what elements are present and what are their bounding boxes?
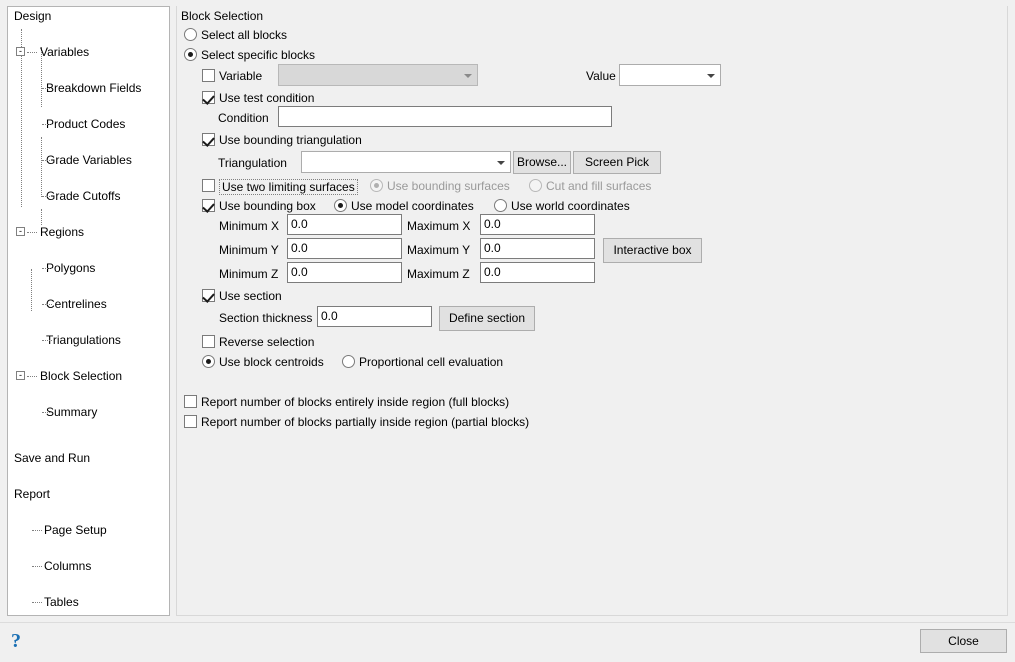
tree-connector [42,268,52,269]
tree-item-label: Triangulations [46,333,121,347]
tree-item-design[interactable] [8,7,169,25]
tree-item-label: Regions [40,225,85,239]
label-condition: Condition [218,111,269,125]
tree-expander-icon[interactable]: - [16,371,25,380]
tree-item-label: Save and Run [14,451,91,465]
tree-item-label: Columns [44,559,92,573]
input-maximum-y[interactable]: 0.0 [480,238,595,259]
checkbox-variable[interactable] [202,69,215,82]
combo-value[interactable] [619,64,721,86]
tree-item-label: Tables [44,595,79,609]
checkbox-reverse-selection[interactable] [202,335,215,348]
tree-item-breakdown-fields[interactable] [8,79,169,97]
tree-item-label: Variables [40,45,90,59]
radio-cut-and-fill-surfaces[interactable] [529,179,542,192]
tree-item-page-setup[interactable] [8,521,169,539]
tree-item-report[interactable] [8,485,169,503]
label-minimum-y: Minimum Y [219,243,279,257]
tree-item-label: Product Codes [46,117,126,131]
tree-connector [42,304,52,305]
tree-connector [32,602,42,603]
label-select-specific-blocks: Select specific blocks [201,48,316,62]
tree-item-label: Grade Variables [46,153,132,167]
tree-item-label: Design [14,9,52,23]
checkbox-report-full-blocks[interactable] [184,395,197,408]
label-use-block-centroids: Use block centroids [219,355,324,369]
tree-item-triangulations[interactable] [8,331,169,349]
tree-item-block-selection[interactable] [8,367,169,385]
radio-select-all-blocks[interactable] [184,28,197,41]
tree-item-product-codes[interactable] [8,115,169,133]
label-maximum-x: Maximum X [407,219,471,233]
footer-divider [0,622,1015,623]
tree-connector [31,269,32,311]
chevron-down-icon[interactable] [703,65,720,85]
radio-use-bounding-surfaces[interactable] [370,179,383,192]
tree-connector [42,88,52,89]
label-section-thickness: Section thickness [219,311,313,325]
label-reverse-selection: Reverse selection [219,335,315,349]
label-select-all-blocks: Select all blocks [201,28,288,42]
label-cut-and-fill-surfaces: Cut and fill surfaces [546,179,652,193]
label-use-bounding-box: Use bounding box [219,199,316,213]
input-section-thickness[interactable]: 0.0 [317,306,432,327]
label-use-model-coordinates: Use model coordinates [351,199,474,213]
label-report-partial-blocks: Report number of blocks partially inside region (partial blocks) [201,415,530,429]
tree-connector [42,160,52,161]
label-maximum-y: Maximum Y [407,243,471,257]
radio-use-model-coordinates[interactable] [334,199,347,212]
input-minimum-z[interactable]: 0.0 [287,262,402,283]
tree-item-label: Breakdown Fields [46,81,142,95]
radio-proportional-cell-evaluation[interactable] [342,355,355,368]
tree-item-variables[interactable] [8,43,169,61]
tree-connector [27,376,37,377]
chevron-down-icon[interactable] [460,65,477,85]
checkbox-use-test-condition[interactable] [202,91,215,104]
tree-connector [27,52,37,53]
tree-item-tables[interactable] [8,593,169,611]
radio-select-specific-blocks[interactable] [184,48,197,61]
tree-item-grade-variables[interactable] [8,151,169,169]
label-minimum-z: Minimum Z [219,267,279,281]
label-proportional-cell-evaluation: Proportional cell evaluation [359,355,504,369]
checkbox-use-two-limiting-surfaces[interactable] [202,179,215,192]
close-button[interactable]: Close [920,629,1007,653]
label-use-test-condition: Use test condition [219,91,315,105]
input-minimum-x[interactable]: 0.0 [287,214,402,235]
radio-use-block-centroids[interactable] [202,355,215,368]
tree-connector [42,340,52,341]
label-maximum-z: Maximum Z [407,267,470,281]
tree-connector [42,124,52,125]
tree-item-label: Summary [46,405,98,419]
checkbox-use-bounding-triangulation[interactable] [202,133,215,146]
combo-triangulation[interactable] [301,151,511,173]
label-value: Value [586,69,616,83]
label-use-bounding-surfaces: Use bounding surfaces [387,179,510,193]
tree-item-label: Page Setup [44,523,107,537]
radio-use-world-coordinates[interactable] [494,199,507,212]
label-minimum-x: Minimum X [219,219,280,233]
tree-item-label: Block Selection [40,369,123,383]
interactive-box-button[interactable]: Interactive box [603,238,702,263]
input-maximum-x[interactable]: 0.0 [480,214,595,235]
input-maximum-z[interactable]: 0.0 [480,262,595,283]
tree-item-grade-cutoffs[interactable] [8,187,169,205]
define-section-button[interactable]: Define section [439,306,535,331]
checkbox-use-bounding-box[interactable] [202,199,215,212]
tree-connector [27,232,37,233]
label-use-world-coordinates: Use world coordinates [511,199,630,213]
tree-item-summary[interactable] [8,403,169,421]
tree-item-label: Grade Cutoffs [46,189,121,203]
tree-connector [32,566,42,567]
tree-item-label: Polygons [46,261,96,275]
screen-pick-button[interactable]: Screen Pick [573,151,661,174]
tree-item-centrelines[interactable] [8,295,169,313]
label-use-section: Use section [219,289,282,303]
tree-item-polygons[interactable] [8,259,169,277]
tree-expander-icon[interactable]: - [16,227,25,236]
checkbox-use-section[interactable] [202,289,215,302]
tree-item-regions[interactable] [8,223,169,241]
tree-item-label: Centrelines [46,297,107,311]
help-icon[interactable]: ? [11,630,21,652]
chevron-down-icon[interactable] [493,152,510,172]
tree-connector [42,412,52,413]
tree-connector [42,196,52,197]
browse-button[interactable]: Browse... [513,151,571,174]
tree-item-columns[interactable] [8,557,169,575]
input-condition[interactable] [278,106,612,127]
tree-connector [32,530,42,531]
tree-expander-icon[interactable]: - [16,47,25,56]
checkbox-report-partial-blocks[interactable] [184,415,197,428]
navigation-tree[interactable] [7,6,170,616]
label-report-full-blocks: Report number of blocks entirely inside region (full blocks) [201,395,510,409]
label-use-two-limiting-surfaces: Use two limiting surfaces [219,179,358,195]
tree-item-label: Report [14,487,51,501]
block-selection-panel [176,6,1008,616]
tree-item-save-and-run[interactable] [8,449,169,467]
input-minimum-y[interactable]: 0.0 [287,238,402,259]
panel-title: Block Selection [181,9,264,23]
label-variable: Variable [219,69,263,83]
label-use-bounding-triangulation: Use bounding triangulation [219,133,362,147]
combo-variable[interactable] [278,64,478,86]
label-triangulation: Triangulation [218,156,287,170]
